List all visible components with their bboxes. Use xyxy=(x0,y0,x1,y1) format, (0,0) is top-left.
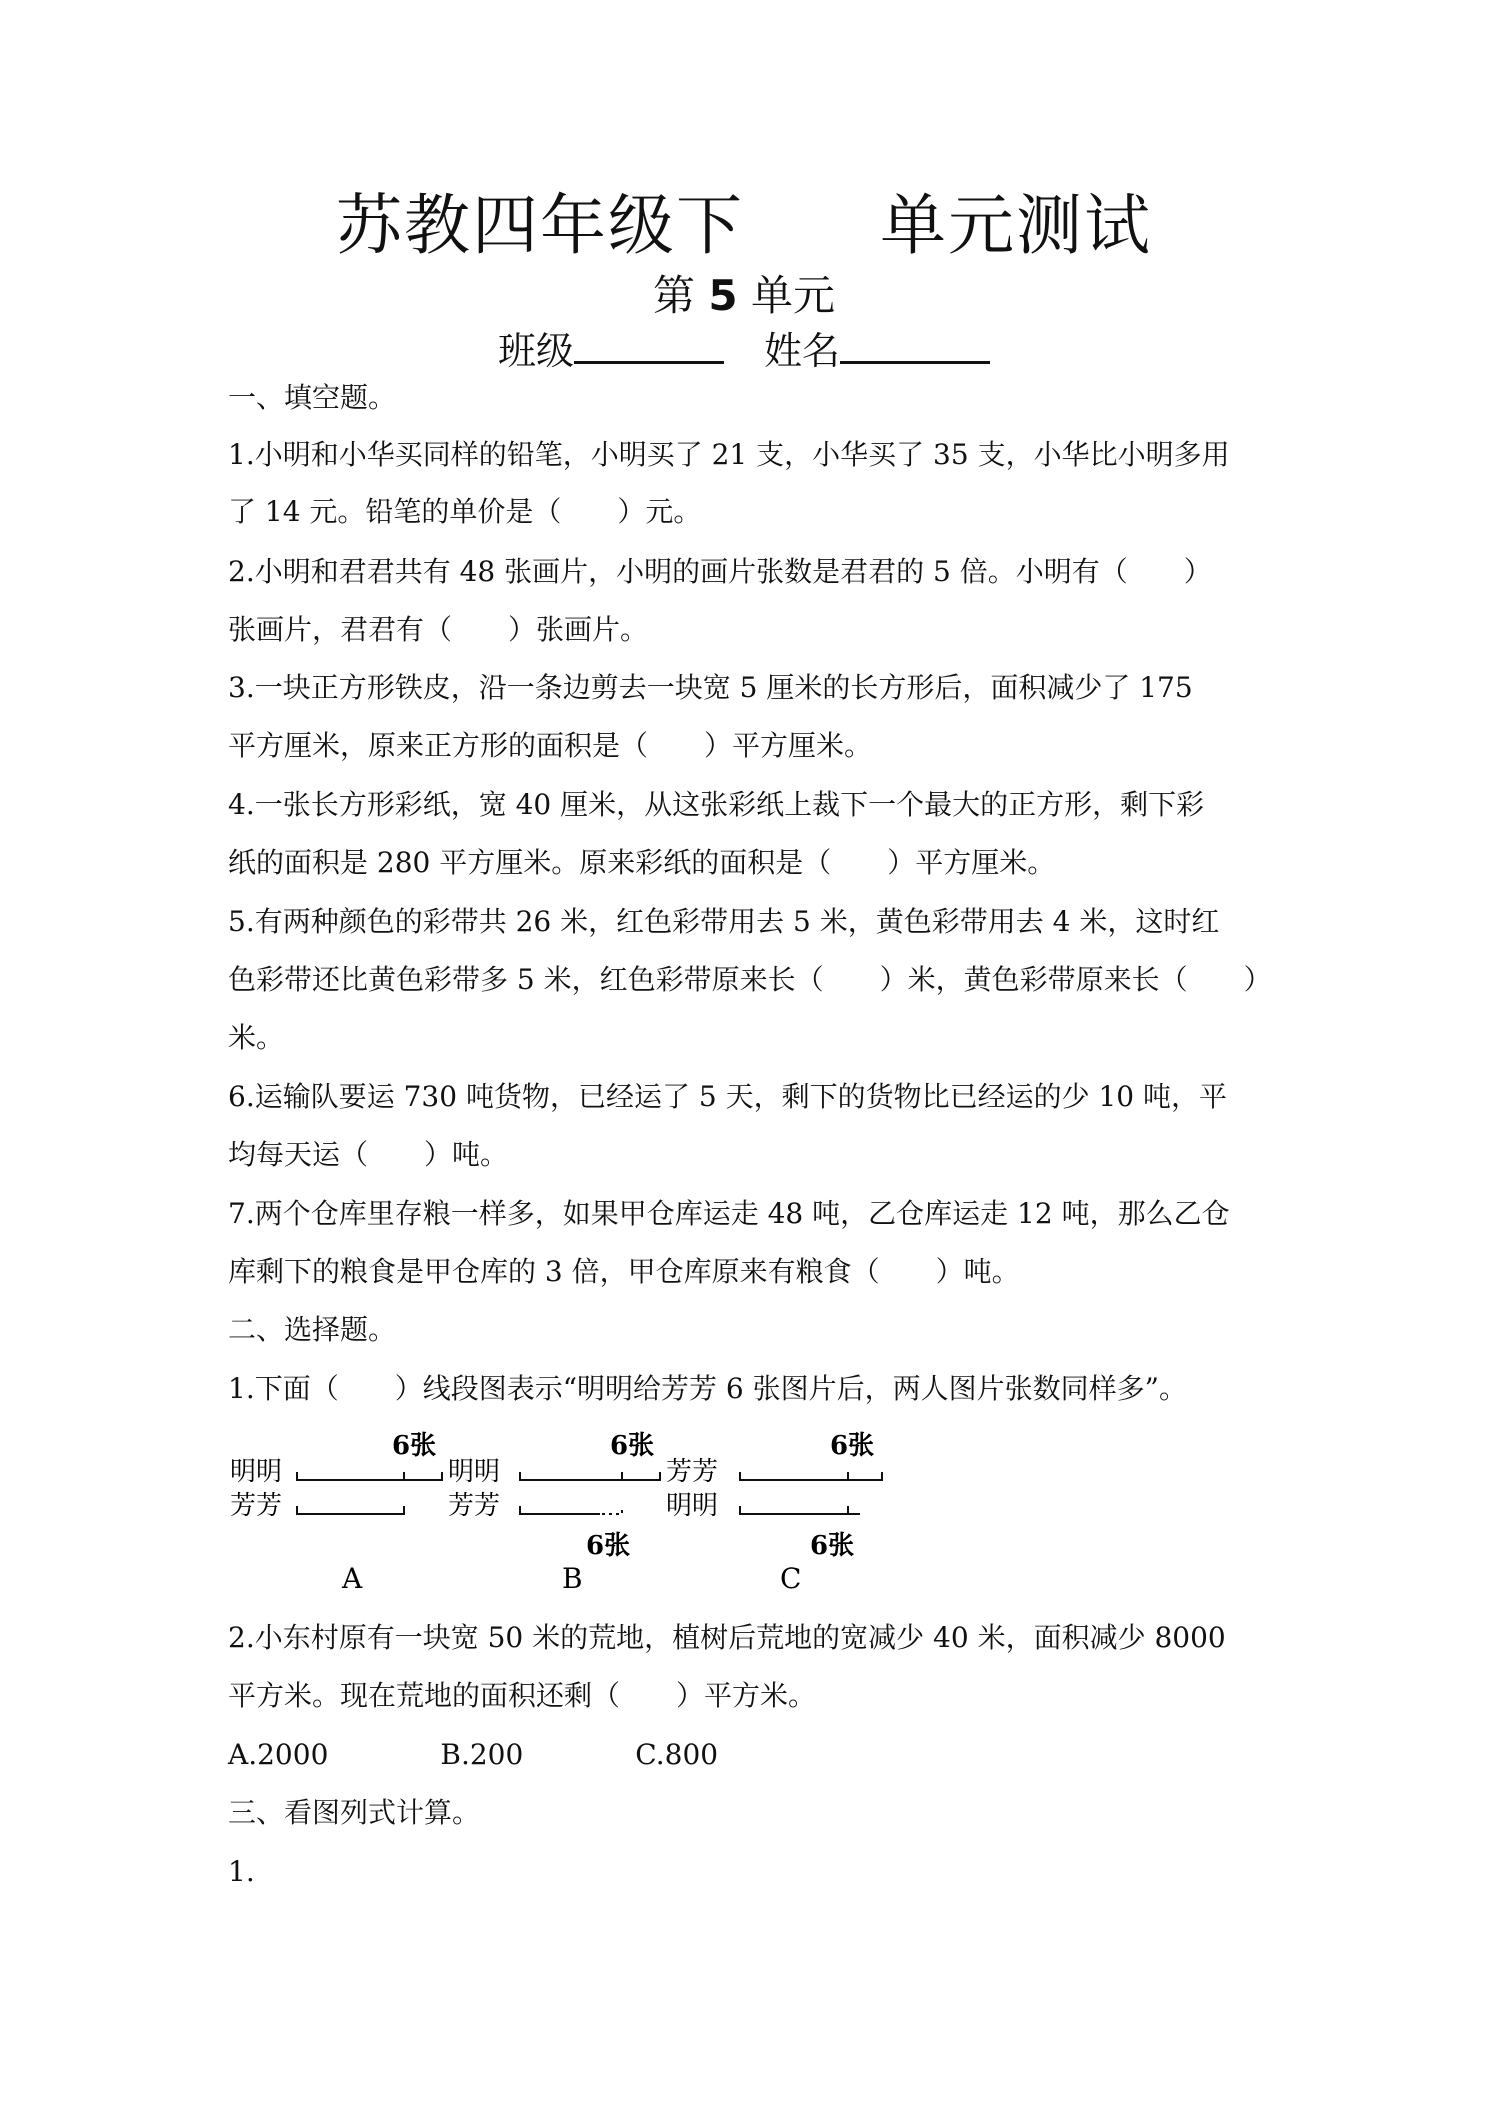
class-label: 班级 xyxy=(497,329,574,373)
option-a-diagram xyxy=(230,1431,442,1595)
choice-options: A.2000 B.200 C.800 xyxy=(228,1738,719,1771)
question-line: 7.两个仓库里存粮一样多，如果甲仓库运走 48 吨，乙仓库运走 12 吨，那么乙仓 xyxy=(228,1197,1230,1230)
option-b-bottom-name: 芳芳 xyxy=(448,1491,501,1521)
option-a-bottom-segment xyxy=(297,1506,404,1514)
option-b-bottom-segment xyxy=(520,1506,622,1514)
question-number: 1. xyxy=(228,1855,255,1888)
question-line: 米。 xyxy=(228,1021,285,1054)
option-b-top-name: 明明 xyxy=(448,1457,501,1487)
option-a-letter: A xyxy=(342,1562,363,1595)
question-line: 1.小明和小华买同样的铅笔，小明买了 21 支，小华买了 35 支，小华比小明多用 xyxy=(228,438,1230,471)
option-a-bottom-name: 芳芳 xyxy=(230,1491,283,1521)
name-label: 姓名 xyxy=(764,329,841,373)
question-line: 6.运输队要运 730 吨货物，已经运了 5 天，剩下的货物比已经运的少 10 吨，平 xyxy=(228,1080,1228,1113)
name-blank[interactable] xyxy=(840,327,990,364)
question-line: 平方厘米，原来正方形的面积是（ ）平方厘米。 xyxy=(228,729,873,762)
option-a-top-name: 明明 xyxy=(230,1457,283,1487)
option-b-top-label: 6张 xyxy=(610,1431,655,1461)
option-b-letter: B xyxy=(562,1562,583,1595)
section1-heading: 一、填空题。 xyxy=(228,381,397,414)
option-b-top-segment xyxy=(520,1472,660,1480)
option-c-bottom-segment xyxy=(740,1506,860,1514)
question-line: 5.有两种颜色的彩带共 26 米，红色彩带用去 5 米，黄色彩带用去 4 米，这时红 xyxy=(228,905,1220,938)
unit-subtitle xyxy=(0,268,1488,324)
option-a-top-segment xyxy=(297,1472,442,1480)
option-c-bottom-name: 明明 xyxy=(666,1491,719,1521)
section2-heading: 二、选择题。 xyxy=(228,1313,397,1346)
class-blank[interactable] xyxy=(574,327,724,364)
question-line: 张画片，君君有（ ）张画片。 xyxy=(228,613,649,646)
question-line: 库剩下的粮食是甲仓库的 3 倍，甲仓库原来有粮食（ ）吨。 xyxy=(228,1255,1020,1288)
question-line: 均每天运（ ）吨。 xyxy=(228,1138,509,1171)
option-c-letter: C xyxy=(780,1562,802,1595)
option-c-top-name: 芳芳 xyxy=(666,1457,719,1487)
question-line: 了 14 元。铅笔的单价是（ ）元。 xyxy=(228,495,702,528)
question-line: 3.一块正方形铁皮，沿一条边剪去一块宽 5 厘米的长方形后，面积减少了 175 xyxy=(228,671,1193,704)
line-segment-diagram xyxy=(220,1430,920,1600)
question-line: 4.一张长方形彩纸，宽 40 厘米，从这张彩纸上裁下一个最大的正方形，剩下彩 xyxy=(228,788,1205,821)
option-b-diagram xyxy=(448,1431,660,1595)
subtitle-prefix: 第 xyxy=(653,271,696,320)
option-c-bottom-label: 6张 xyxy=(810,1531,855,1561)
option-c-top-segment xyxy=(740,1472,882,1480)
question-line: 1.下面（ ）线段图表示“明明给芳芳 6 张图片后，两人图片张数同样多”。 xyxy=(228,1372,1187,1405)
option-b-bottom-label: 6张 xyxy=(586,1531,631,1561)
section3-heading: 三、看图列式计算。 xyxy=(228,1796,481,1829)
question-line: 平方米。现在荒地的面积还剩（ ）平方米。 xyxy=(228,1679,817,1712)
question-line: 色彩带还比黄色彩带多 5 米，红色彩带原来长（ ）米，黄色彩带原来长（ ） xyxy=(228,963,1272,996)
student-info-row xyxy=(0,326,1488,376)
page-title: 苏教四年级下 单元测试 xyxy=(336,187,1152,264)
option-a-diff-label: 6张 xyxy=(392,1431,437,1461)
subtitle-suffix: 单元 xyxy=(750,271,835,320)
option-c-top-label: 6张 xyxy=(830,1431,875,1461)
question-line: 2.小明和君君共有 48 张画片，小明的画片张数是君君的 5 倍。小明有（ ） xyxy=(228,555,1212,588)
question-line: 2.小东村原有一块宽 50 米的荒地，植树后荒地的宽减少 40 米，面积减少 8000 xyxy=(228,1621,1226,1654)
question-line: 纸的面积是 280 平方厘米。原来彩纸的面积是（ ）平方厘米。 xyxy=(228,846,1056,879)
subtitle-number: 5 xyxy=(708,271,738,320)
option-c-diagram xyxy=(666,1431,882,1595)
